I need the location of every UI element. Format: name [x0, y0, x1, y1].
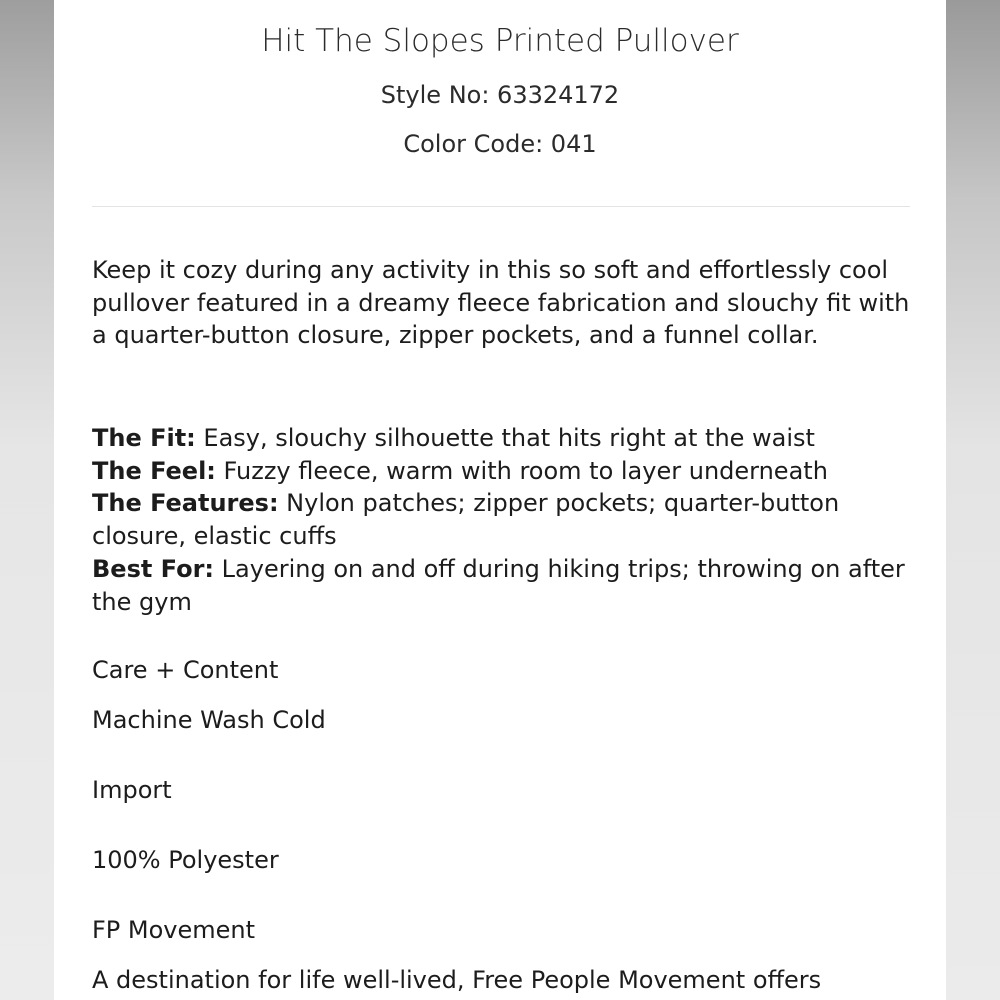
style-number: Style No: 63324172 [380, 81, 620, 109]
color-code: Color Code: 041 [403, 130, 597, 158]
feature-text: Layering on and off during hiking trips; throwing on after the gym [92, 554, 905, 616]
features-list [92, 422, 922, 618]
care-item: Machine Wash Cold [92, 706, 326, 734]
right-backdrop [946, 0, 1000, 1000]
care-item: 100% Polyester [92, 846, 279, 874]
feature-label: Best For: [92, 554, 215, 583]
feature-features [92, 489, 839, 550]
care-content-heading: Care + Content [92, 656, 279, 684]
feature-text: Fuzzy fleece, warm with room to layer underneath [215, 456, 828, 485]
product-description: Keep it cozy during any activity in this so soft and effortlessly cool pullover featured in a dreamy fleece fabrication and slouchy fit with a quarter-button closure, zipper pockets, and a funnel collar. [92, 256, 910, 350]
feature-feel [92, 457, 828, 485]
brand-heading: FP Movement [92, 916, 256, 944]
feature-best-for [92, 555, 905, 616]
feature-fit [92, 424, 815, 452]
feature-text: Nylon patches; zipper pockets; quarter-button closure, elastic cuffs [92, 489, 840, 551]
product-title: Hit The Slopes Printed Pullover [261, 23, 739, 59]
left-backdrop [0, 0, 54, 1000]
feature-text: Easy, slouchy silhouette that hits right at the waist [195, 424, 815, 452]
section-divider [92, 206, 910, 207]
brand-description: A destination for life well-lived, Free People Movement offers [92, 966, 822, 994]
feature-label: The Features: [92, 489, 279, 518]
feature-label: The Fit: [92, 424, 196, 452]
product-details-panel [54, 0, 946, 1000]
feature-label: The Feel: [92, 456, 216, 485]
care-item: Import [92, 776, 172, 804]
